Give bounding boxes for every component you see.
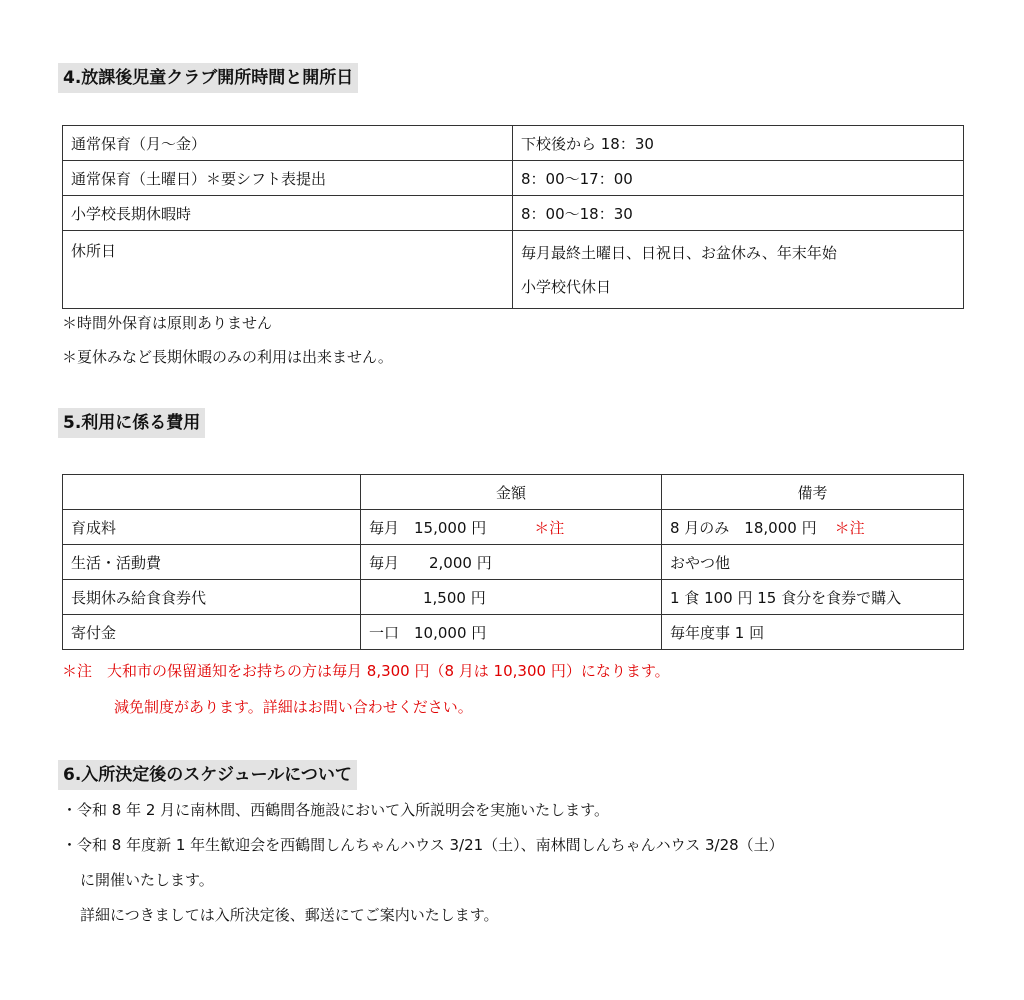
- table-row: [63, 196, 964, 231]
- table-row: [63, 231, 964, 309]
- fee-note-exemption: 減免制度があります。詳細はお問い合わせください。: [114, 698, 473, 716]
- fee-amount: 1,500 円: [361, 580, 662, 615]
- table-row: [63, 510, 964, 545]
- fee-amount: 一口 10,000 円: [361, 615, 662, 650]
- section-5-heading: 5.利用に係る費用: [58, 408, 205, 438]
- hours-label: 通常保育（土曜日）＊要シフト表提出: [63, 161, 513, 196]
- table-row: [63, 545, 964, 580]
- hours-label: 小学校長期休暇時: [63, 196, 513, 231]
- schedule-line: に開催いたします。: [80, 871, 214, 889]
- closed-days: 毎月最終土曜日、日祝日、お盆休み、年末年始: [521, 243, 837, 262]
- hours-label: 休所日: [63, 231, 513, 309]
- hours-value: 8：00～18：30: [513, 196, 964, 231]
- hours-label: 通常保育（月～金）: [63, 126, 513, 161]
- schedule-line: ・令和 8 年度新 1 年生歓迎会を西鶴間しんちゃんハウス 3/21（土）、南林間しんちゃんハウス 3/28（土）: [62, 836, 784, 854]
- fees-table: [62, 474, 964, 650]
- table-row: [63, 161, 964, 196]
- header-amount: 金額: [361, 475, 662, 510]
- hours-value: 下校後から 18：30: [513, 126, 964, 161]
- note-mark: ＊注: [534, 518, 565, 537]
- fee-remark: [662, 510, 964, 545]
- fee-amount: 毎月 2,000 円: [361, 545, 662, 580]
- schedule-line: ・令和 8 年 2 月に南林間、西鶴間各施設において入所説明会を実施いたします。: [62, 801, 609, 819]
- fee-remark: 1 食 100 円 15 食分を食券で購入: [662, 580, 964, 615]
- fee-label: 生活・活動費: [63, 545, 361, 580]
- hours-value: 8：00～17：00: [513, 161, 964, 196]
- section-4-heading: 4.放課後児童クラブ開所時間と開所日: [58, 63, 358, 93]
- fee-label: 育成料: [63, 510, 361, 545]
- fee-label: 長期休み給食食券代: [63, 580, 361, 615]
- fee-label: 寄付金: [63, 615, 361, 650]
- fee-amount-text: 毎月 15,000 円: [369, 518, 487, 537]
- table-header-row: [63, 475, 964, 510]
- hours-table: [62, 125, 964, 309]
- table-row: [63, 615, 964, 650]
- table-row: [63, 126, 964, 161]
- table-row: [63, 580, 964, 615]
- fee-remark-text: 8 月のみ 18,000 円: [670, 518, 817, 537]
- schedule-line: 詳細につきましては入所決定後、郵送にてご案内いたします。: [80, 906, 499, 924]
- note-mark: ＊注: [834, 518, 865, 537]
- section-6-heading: 6.入所決定後のスケジュールについて: [58, 760, 357, 790]
- fee-remark: 毎年度事 1 回: [662, 615, 964, 650]
- header-remarks: 備考: [662, 475, 964, 510]
- closed-days-extra: 小学校代休日: [521, 277, 612, 296]
- fee-amount: [361, 510, 662, 545]
- fee-note-reduction: ＊注 大和市の保留通知をお持ちの方は毎月 8,300 円（8 月は 10,300 円）になります。: [62, 662, 670, 680]
- hours-value-closed: [513, 231, 964, 309]
- fee-remark: おやつ他: [662, 545, 964, 580]
- note-no-overtime: ＊時間外保育は原則ありません: [62, 314, 273, 332]
- header-blank: [63, 475, 361, 510]
- note-long-vacation: ＊夏休みなど長期休暇のみの利用は出来ません。: [62, 348, 393, 366]
